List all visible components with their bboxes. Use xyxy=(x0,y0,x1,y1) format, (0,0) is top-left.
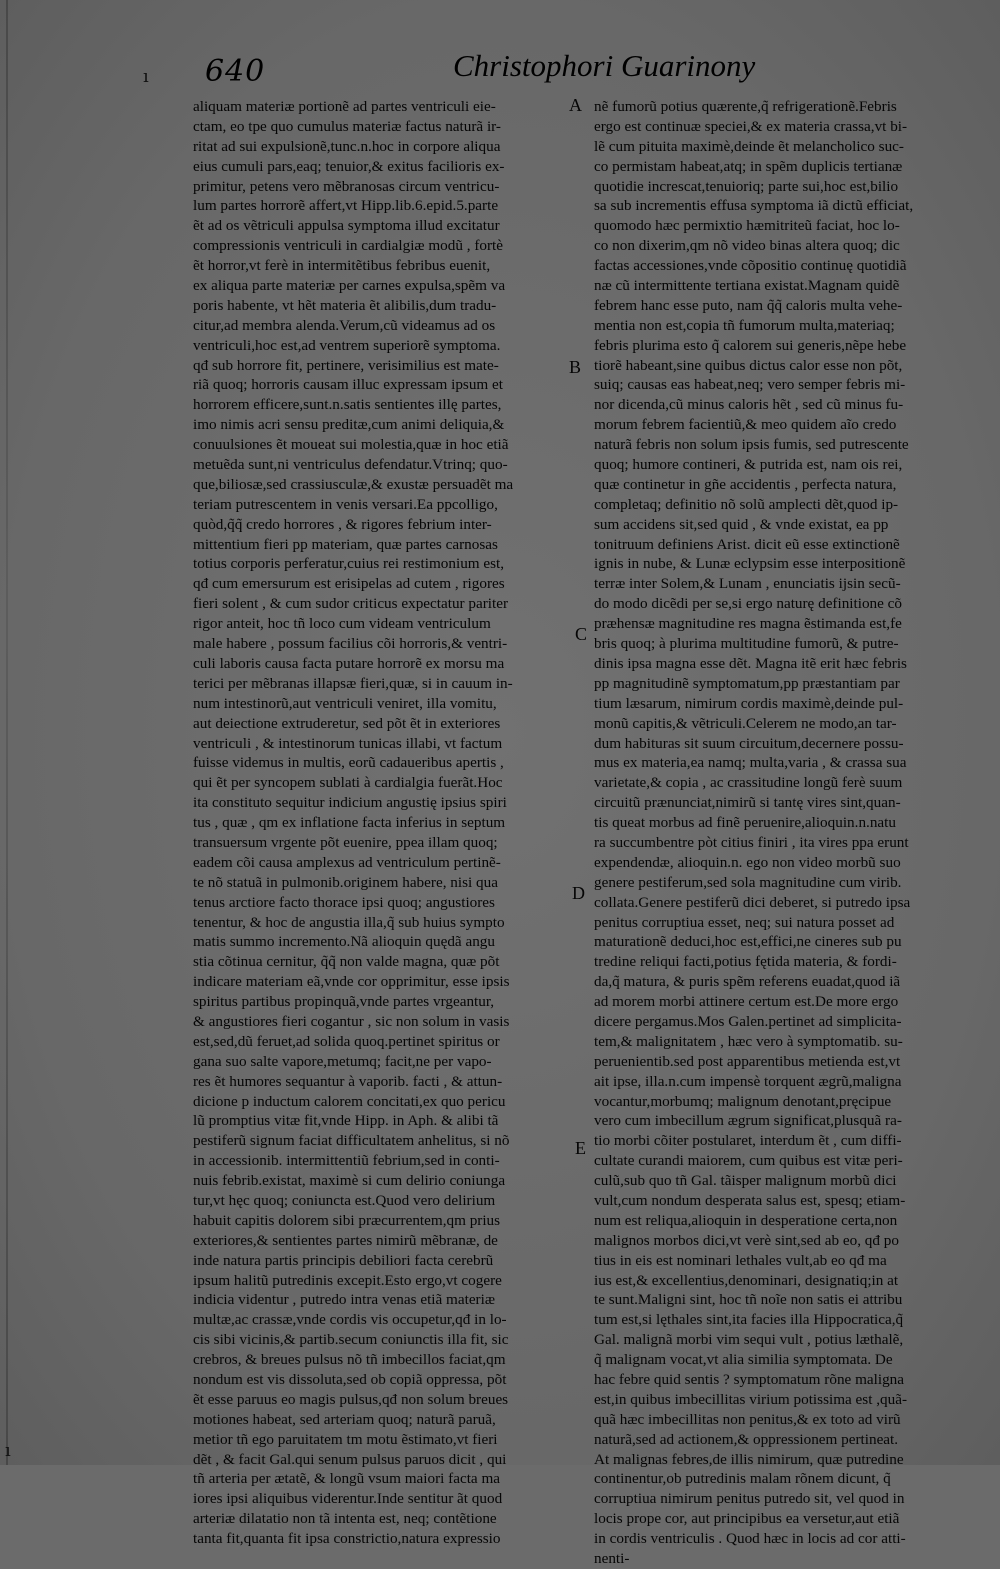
text-line: pestiferũ signum faciat difficultatem anhelitus, si nõ xyxy=(193,1132,510,1150)
text-line: indicare materiam eã,vnde cor opprimitur, esse ipsis xyxy=(193,973,510,991)
text-line: metuẽda sunt,ni ventriculus defendatur.Vtrinq; quo- xyxy=(193,456,508,474)
text-line: dicione p inductum calorem concitati,ex quo pericu xyxy=(193,1092,506,1110)
text-line: ius est,& excellentius,denominari, designatiq;in at xyxy=(594,1271,899,1289)
text-line: tenus arctiore facto thorace ipsi quoq; angustiores xyxy=(193,893,495,911)
text-line: tis queat morbus ad finẽ peruenire,alioquin.n.natu xyxy=(594,814,896,832)
text-line: fuisse videmus in multis, eorũ cadaueribus apertis , xyxy=(193,754,504,772)
text-line: expendendæ, alioquin.n. ego non video morbũ suo xyxy=(594,853,901,871)
text-line: ẽt horror,vt ferè in intermitẽtibus febribus euenit, xyxy=(193,257,491,275)
text-line: lũ promptius vitæ fit,vnde Hipp. in Aph. & alibi tã xyxy=(193,1112,499,1130)
text-line: num intestinorũ,aut ventriculi veniret, illa vomitu, xyxy=(193,694,497,712)
text-line: Gal. malignã morbi vim sequi vult , potius læthalẽ, xyxy=(594,1331,904,1349)
text-line: qui ẽt per syncopem sublati à cardialgia fuerãt.Hoc xyxy=(193,774,503,792)
text-line: in accessionib. intermittentiũ febrium,sed in conti- xyxy=(193,1152,500,1170)
text-line: nor dicenda,cũ minus caloris hẽt , sed cũ minus fu- xyxy=(594,396,904,414)
text-line: tanta fit,quanta fit ipsa constrictio,natura expressio xyxy=(193,1530,501,1548)
text-line: terræ inter Solem,& Lunam , enunciatis ijsin secũ- xyxy=(594,575,901,593)
text-line: multæ,ac crassæ,vnde cordis vis occupetur,qđ in lo- xyxy=(193,1311,507,1329)
text-line: qđ cum emersurum est erisipelas ad cutem , rigores xyxy=(193,575,505,593)
margin-marker-a: A xyxy=(569,95,582,115)
text-line: que,biliosæ,sed crassiusculæ,& exustæ persuadẽt ma xyxy=(193,475,514,493)
text-line: morum febrem facientiũ,& meo quidem aĩo credo xyxy=(594,416,897,434)
binding-gutter xyxy=(6,0,8,1465)
text-line: imo nimis acri sensu preditæ,cum animi deliquia,& xyxy=(193,416,505,434)
edge-mark: ı xyxy=(5,1440,11,1461)
text-line: co non dixerim,qm nõ video binas altera quoq; dic xyxy=(594,237,900,255)
text-line: maturationẽ deduci,hoc est,effici,ne cineres sub pu xyxy=(594,933,902,951)
text-line: in cordis ventriculis . Quod hæc in locis ad cor atti- xyxy=(594,1530,906,1548)
text-line: dum habituras sit suum circuitum,decernere possu- xyxy=(594,734,904,752)
text-line: riã quoq; horroris causam illuc expressam ipsum et xyxy=(193,376,504,394)
text-line: tius in eis est nominari lethales vult,ab eo qđ ma xyxy=(594,1251,887,1269)
text-line: est,sed,dũ feruet,ad solida quoq.pertinet spiritus or xyxy=(193,1032,500,1050)
margin-marker-b: B xyxy=(569,357,582,377)
text-line: tonitruum definiens Arist. dicit eũ esse extinctionẽ xyxy=(594,535,900,553)
text-line: genere pestiferum,sed sola magnitudine cum virib. xyxy=(594,873,902,891)
text-line: te sunt.Maligni sint, hoc tñ noĩe non satis ei attribu xyxy=(594,1291,903,1309)
text-line: febrem hanc esse puto, nam q̃q̃ caloris multa vehe- xyxy=(594,296,903,314)
text-line: male habere , possum facilius cõi horroris,& ventri- xyxy=(193,635,508,653)
text-line: arteriæ dilatatio non tã intenta est, neq; contẽtione xyxy=(193,1510,497,1528)
text-line: lẽ cum pituita maximè,deinde ẽt melancholico suc- xyxy=(594,137,904,155)
text-line: eius cumuli pars,eaq; tenuior,& exitus facilioris ex- xyxy=(193,157,505,175)
text-line: culũ,sub quo tñ Gal. tãisper malignum morbũ dici xyxy=(594,1172,897,1190)
page-number: 640 xyxy=(205,54,266,89)
text-line: tus , quæ , qm ex inflatione facta inferius in septum xyxy=(193,814,506,832)
text-line: ipsum halitũ putredinis excepit.Esto ergo,vt cogere xyxy=(193,1271,502,1289)
text-line: totius corporis perferatur,cuius rei restimonium est, xyxy=(193,555,505,573)
text-line: & angustiores fieri cogantur , sic non solum in vasis xyxy=(193,1012,510,1030)
text-line: præhensæ magnitudine res magna ẽstimanda est,fe xyxy=(594,615,902,633)
text-line: tem,& malignitatem , hæc vero à symptomatib. su- xyxy=(594,1032,903,1050)
text-line: aut deiectione extruderetur, sed põt ẽt in exteriores xyxy=(193,714,501,732)
text-line: ita constituto sequitur indicium angustię ipsius spiri xyxy=(193,794,507,812)
text-line: tñ arteria per ætatẽ, & longũ vsum maiori facta ma xyxy=(193,1470,501,1488)
text-line: tio morbi cõiter postularet, interdum ẽt , cum diffi- xyxy=(594,1132,902,1150)
text-line: suiq; causas eas habeat,neq; vero semper febris mi- xyxy=(594,376,906,394)
text-line: transuersum vrgente põt euenire, ppea illam quoq; xyxy=(193,833,498,851)
text-line: tiorẽ habeant,sine quibus dictus calor esse non põt, xyxy=(594,356,903,374)
text-line: penitus corruptiua esset, neq; sui natura posset ad xyxy=(594,913,895,931)
text-line: collata.Genere pestiferũ dici deberet, si putredo ipsa xyxy=(594,893,911,911)
text-line: locis prope cor, aut principibus ea versetur,aut etiã xyxy=(594,1510,900,1528)
text-line: vero cum imbecillum ægrum significat,plusquã ra- xyxy=(594,1112,902,1130)
text-line: eadem cõi causa amplexus ad ventriculum pertinẽ- xyxy=(193,853,501,871)
text-line: ignis in nube, & Lunæ eclypsim esse interpositionẽ xyxy=(594,555,906,573)
text-line: factas accessiones,vnde cõpositio continuę quotidiã xyxy=(594,257,907,275)
text-line: teriam putrescentem in venis versari.Ea ppcolligo, xyxy=(193,495,498,513)
text-line: nondum est vis dissoluta,sed ob copiã oppressa, põt xyxy=(193,1371,507,1388)
text-line: pp magnitudinẽ symptomatum,pp præstantiam par xyxy=(594,674,900,692)
text-line: ctam, eo tpe quo cumulus materiæ factus naturã ir- xyxy=(193,117,501,135)
text-line: quotidie increscat,tenuioriq; parte sui,hoc est,bilio xyxy=(594,177,899,195)
text-line: ritat ad sui expulsionẽ,tunc.n.hoc in corpore aliqua xyxy=(193,137,501,155)
text-line: terici per mẽbranas illapsæ fieri,quæ, si in cauum in- xyxy=(193,674,513,692)
text-line: matis summo incremento.Nã alioquin quędã angu xyxy=(193,933,495,951)
text-line: ẽt esse paruus eo magis pulsus,qđ non solum breues xyxy=(193,1390,509,1408)
text-line: ergo est continuæ speciei,& ex materia crassa,vt bi- xyxy=(594,117,908,135)
text-line: tur,vt hęc quoq; coniuncta est.Quod vero delirium xyxy=(193,1191,496,1209)
text-line: nenti- xyxy=(594,1550,630,1568)
text-line: quæ continetur in gñe accidentis , perfecta natura, xyxy=(594,475,897,493)
text-line: metior tñ ego paruitatem tm motu ẽstimato,vt fieri xyxy=(193,1430,498,1448)
text-line: sa sub incrementis effusa symptoma iã dictũ efficiat, xyxy=(594,197,914,215)
text-line: habuit capitis dolorem sibi præcurrentem,qm prius xyxy=(193,1211,501,1229)
margin-marker-e: E xyxy=(575,1138,586,1158)
text-line: mittentium fieri pp materiam, quæ partes carnosas xyxy=(193,535,498,553)
text-line: quã hæc imbecillitas non penitus,& ex toto ad virũ xyxy=(594,1410,901,1428)
text-line: naturã,sed ad actionem,& oppressionem pertineat. xyxy=(594,1430,899,1448)
text-line: quoq; humore contineri, & putrida est, nam ois rei, xyxy=(594,456,903,474)
text-line: sum accidens sit,sed quid , & vnde existat, ea pp xyxy=(594,515,889,533)
text-line: tium læsarum, nimirum cordis maximè,deinde pul- xyxy=(594,694,904,712)
text-line: rigor anteit, hoc tñ loco cum videam ventriculum xyxy=(193,615,491,633)
text-line: quomodo hæc permixtio hæmitriteũ faciat, hoc lo- xyxy=(594,217,900,235)
text-line: monũ capitis,& vẽtriculi.Celerem ne modo,an tar- xyxy=(594,714,897,732)
text-line: nẽ fumorũ potius quærente,q̃ refrigerationẽ.Febris xyxy=(594,98,897,115)
text-line: do modo dicẽdi per se,si ergo naturę definitione cõ xyxy=(594,595,903,613)
text-line: fieri solent , & cum sudor criticus expectatur pariter xyxy=(193,595,509,613)
text-line: stia cõtinua cernitur, q̃q̃ non valde magna, quæ põt xyxy=(193,953,500,971)
text-line: quòd,q̃q̃ credo horrores , & rigores febrium inter- xyxy=(193,515,492,533)
text-line: naturã febris non solum ipsis fumis, sed putrescente xyxy=(594,436,909,454)
text-line: mentia non est,copia tñ fumorum multa,materiaq; xyxy=(594,316,895,334)
text-line: vocantur,morbumq; malignum denotant,pręcipue xyxy=(594,1092,892,1110)
text-line: ad morem morbi attinere certum est.De more ergo xyxy=(594,993,899,1011)
text-line: næ cũ intermittente tertiana existat.Magnam quidẽ xyxy=(594,277,900,295)
text-line: compressionis ventriculi in cardialgiæ modũ , fortè xyxy=(193,237,504,255)
text-line: res ẽt humores sequantur à vaporib. facti , & attun- xyxy=(193,1072,503,1090)
text-line: motiones habeat, sed arteriam quoq; naturã paruã, xyxy=(193,1410,496,1428)
text-line: cis sibi vicinis,& partib.secum coniunctis illa fit, sic xyxy=(193,1331,509,1349)
text-line: dinis ipsa magna esse dẽt. Magna itẽ erit hæc febris xyxy=(594,654,907,672)
text-line: nuis febrib.existat, maximè si cum delirio coniunga xyxy=(193,1172,506,1190)
text-line: bris quoq; à plurima multitudine fumorũ, & putre- xyxy=(594,635,899,653)
text-line: febris plurima esto q̃ calorem sui generis,nẽpe hebe xyxy=(594,336,907,354)
page-header xyxy=(205,48,756,92)
left-text-column xyxy=(193,97,568,1549)
text-line: ventriculi , & intestinorum tunicas illabi, vt factum xyxy=(193,734,503,752)
text-line: vult,cum nondum desperata salus est, spesq; etiam- xyxy=(594,1191,906,1209)
text-line: ẽt ad os vẽtriculi appulsa symptoma illud excitatur xyxy=(193,217,500,235)
text-line: num est reliqua,alioquin in desperatione certa,non xyxy=(594,1211,898,1229)
text-line: tum est,si lęthales sint,ita facies illa Hippocratica,q̃ xyxy=(594,1311,904,1329)
margin-marker-c: C xyxy=(575,624,588,644)
text-line: spiritus partibus propinquã,vnde partes vrgeantur, xyxy=(193,993,495,1011)
text-line: dẽt , & facit Gal.qui senum pulsus paruos dicit , qui xyxy=(193,1450,507,1468)
text-line: te nõ statuã in pulmonib.originem habere, nisi qua xyxy=(193,873,498,891)
text-line: tredine reliqui facti,potius fętida materia, & fordi- xyxy=(594,953,897,971)
text-line: culi laboris causa facta putare horrorẽ ex morsu ma xyxy=(193,654,505,672)
text-line: ex aliqua parte materiæ per carnes expulsa,spẽm va xyxy=(193,277,506,295)
text-line: completaq; definitio nõ solũ amplecti dẽt,quod ip- xyxy=(594,495,899,513)
text-line: aliquam materiæ portionẽ ad partes ventriculi eie- xyxy=(193,98,496,115)
text-line: lum partes horrorẽ affert,vt Hipp.lib.6.epid.5.parte xyxy=(193,197,499,215)
text-line: q̃ malignam vocat,vt alia similia symptomata. De xyxy=(594,1351,893,1369)
text-line: citur,ad membra alenda.Verum,cũ videamus ad os xyxy=(193,316,496,334)
text-line: ait ipse, illa.n.cum impensè torquent ægrũ,maligna xyxy=(594,1072,902,1090)
text-line: peruenientib.sed post apparentibus metienda est,vt xyxy=(594,1052,901,1070)
text-line: conuulsiones ẽt moueat sui molestia,quæ in hoc etiã xyxy=(193,436,509,454)
text-line: indicia videntur , putredo intra venas etiã materiæ xyxy=(193,1291,495,1309)
text-line: ventriculi,hoc est,ad ventrem superiorẽ symptoma. xyxy=(193,336,501,354)
text-line: horrorem efficere,sunt.n.satis sentientes illę partes, xyxy=(193,396,502,414)
text-line: est,in quibus imbecillitas virium potissima est ,quã- xyxy=(594,1390,907,1408)
text-line: hac febre quid sentis ? symptomatum rõne maligna xyxy=(594,1371,904,1388)
text-line: exteriores,& sentientes partes nimirũ mẽbranæ, de xyxy=(193,1231,498,1249)
text-line: inde natura partis principis debiliori facta cerebrũ xyxy=(193,1251,494,1269)
text-line: primitur, petens vero mẽbranosas circum ventricu- xyxy=(193,177,500,195)
text-line: circuitũ prænunciat,nimirũ si tantę vires sint,quan- xyxy=(594,794,901,812)
text-line: tenentur, & hoc de angustia illa,q̃ sub huius sympto xyxy=(193,913,505,931)
text-line: da,q̃ matura, & puris spẽm referens euadat,quod iã xyxy=(594,973,901,991)
text-line: dicere pergamus.Mos Galen.pertinet ad simplicita- xyxy=(594,1012,902,1030)
margin-marker-d: D xyxy=(572,883,585,903)
text-line: iores ipsi aliquibus viderentur.Inde sentitur ãt quod xyxy=(193,1490,503,1508)
text-line: gana suo salte vapore,metumq; facit,ne per vapo- xyxy=(193,1052,492,1070)
text-line: qđ sub horrore fit, pertinere, verisimilius est mate- xyxy=(193,356,499,374)
text-line: At malignas febres,de illis nimirum, quæ putredine xyxy=(594,1450,904,1468)
text-line: cultate curandi maiorem, cum quibus est vitæ peri- xyxy=(594,1152,903,1170)
edge-mark: ı xyxy=(143,66,149,87)
right-text-column xyxy=(594,97,966,1569)
text-line: malignos morbos dici,vt verè sint,sed ab eo, qđ po xyxy=(594,1231,899,1249)
text-line: ra succumbentre pòt citius finiri , ita vires ppa erunt xyxy=(594,833,909,851)
running-title: Christophori Guarinony xyxy=(453,48,756,83)
text-line: co permistam habeat,atq; in spẽm duplicis tertianæ xyxy=(594,157,903,175)
text-line: varietate,& copia , ac crassitudine longũ ferè suum xyxy=(594,774,903,792)
text-line: poris habente, vt hẽt materia ẽt alibilis,dum tradu- xyxy=(193,296,497,314)
text-line: corruptiua nimirum penitus putredo sit, vel quod in xyxy=(594,1490,905,1508)
text-line: continentur,ob putredinis malam rõnem dicunt, q̃ xyxy=(594,1470,891,1488)
text-line: mus ex materia,ea namq; multa,varia , & crassa sua xyxy=(594,754,907,772)
text-line: crebros, & breues pulsus nõ tñ imbecillos faciat,qm xyxy=(193,1351,506,1369)
